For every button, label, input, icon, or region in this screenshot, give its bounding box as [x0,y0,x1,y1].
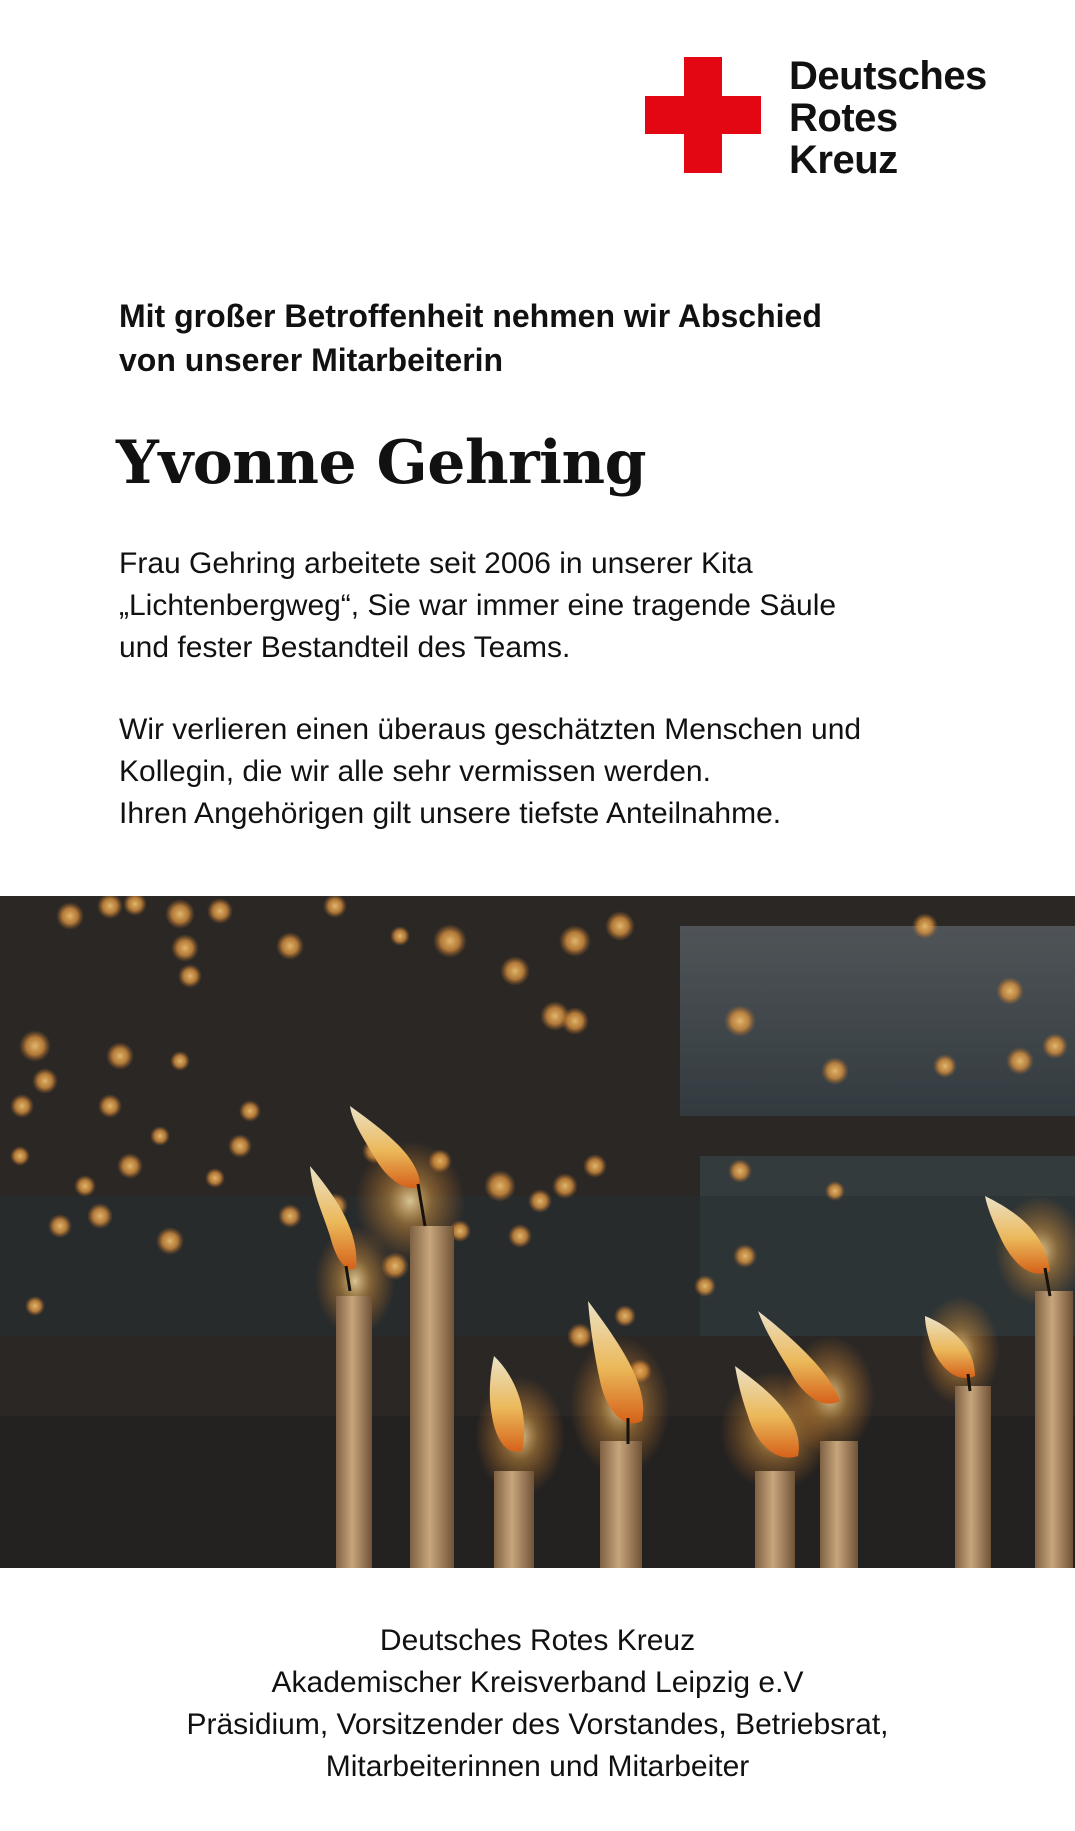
logo-wordmark [789,55,987,181]
paragraph-1-line-1: Frau Gehring arbeitete seit 2006 in unserer Kita [119,547,753,580]
drk-logo [645,55,1025,180]
footer-signature [0,1620,1075,1788]
paragraph-2 [119,709,1019,835]
paragraph-2-line-2: Kollegin, die wir alle sehr vermissen werden. [119,755,711,788]
paragraph-1 [119,543,1019,669]
paragraph-2-line-1: Wir verlieren einen überaus geschätzten Menschen und [119,713,862,746]
candles-photo [0,896,1075,1568]
red-cross-icon [645,57,761,173]
logo-line-3: Kreuz [789,138,898,182]
intro-heading [119,294,999,382]
footer-line-2: Akademischer Kreisverband Leipzig e.V [271,1666,804,1699]
logo-line-2: Rotes [789,96,898,140]
paragraph-1-line-3: und fester Bestandteil des Teams. [119,631,571,664]
paragraph-1-line-2: „Lichtenbergweg“, Sie war immer eine tragende Säule [119,589,837,622]
footer-line-3: Präsidium, Vorsitzender des Vorstandes, Betriebsrat, [186,1708,889,1741]
intro-line-2: von unserer Mitarbeiterin [119,342,504,378]
deceased-name: Yvonne Gehring [116,428,647,498]
footer-line-4: Mitarbeiterinnen und Mitarbeiter [325,1750,750,1783]
paragraph-2-line-3: Ihren Angehörigen gilt unsere tiefste Anteilnahme. [119,797,782,830]
intro-line-1: Mit großer Betroffenheit nehmen wir Abschied [119,298,822,334]
logo-line-1: Deutsches [789,54,987,98]
footer-line-1: Deutsches Rotes Kreuz [379,1624,696,1657]
